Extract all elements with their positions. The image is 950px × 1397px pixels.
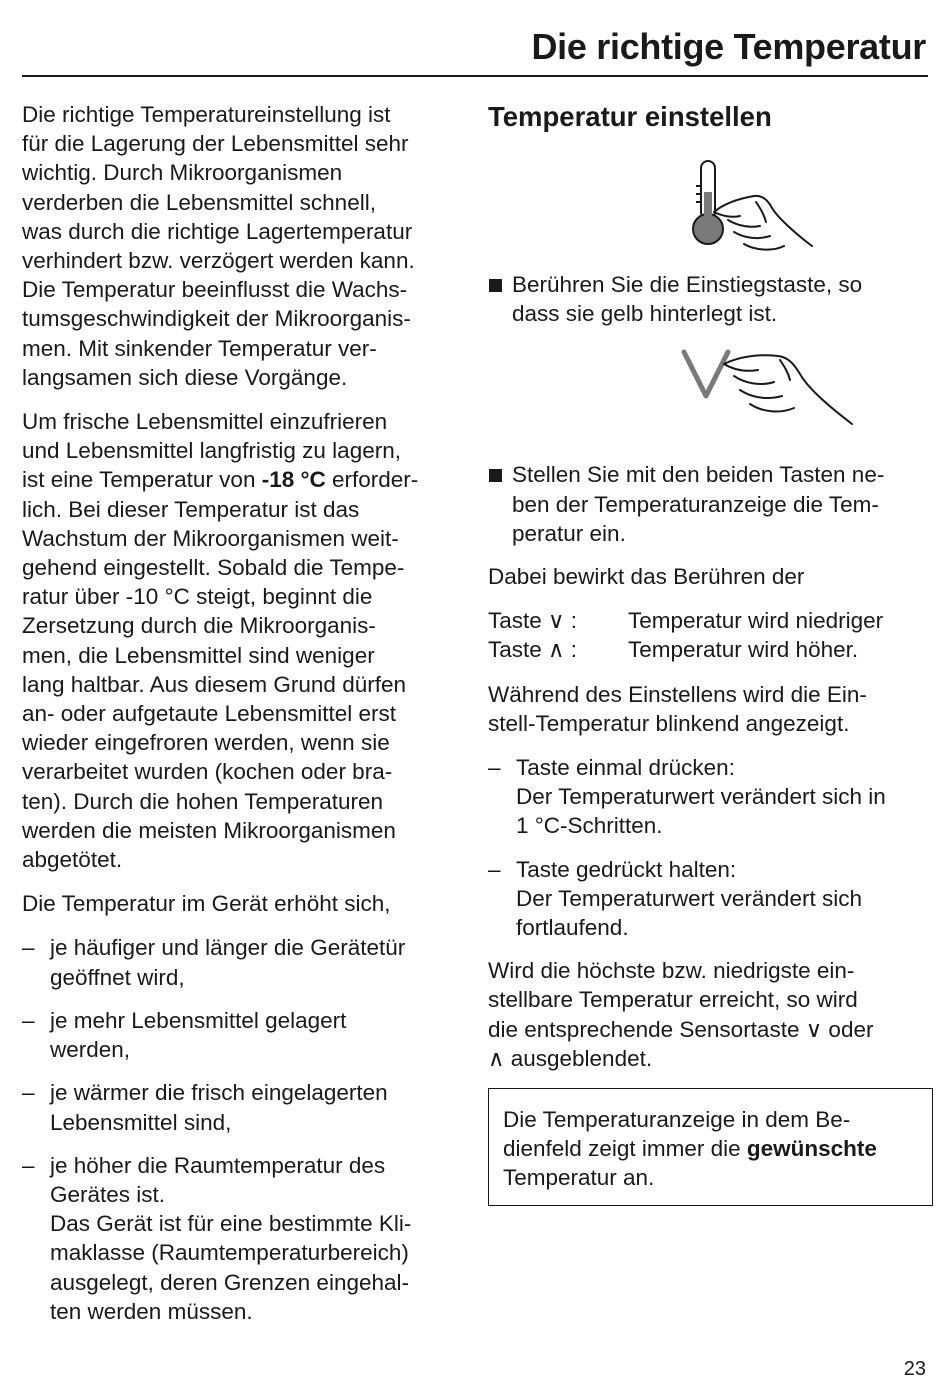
text-line: maklasse (Raumtemperaturbereich) [50,1240,409,1266]
list-item [22,1006,462,1064]
blinking-paragraph [488,680,933,738]
key-row [488,635,933,664]
intro-paragraph [22,100,462,392]
text-line: und Lebensmittel langfristig zu lagern, [22,438,401,464]
key-row [488,606,933,635]
right-column [488,100,933,1206]
text-line: Der Temperaturwert verändert sich in [516,784,886,810]
thermometer-touch-illustration [488,156,933,256]
note-box [488,1088,933,1206]
step-list-1 [488,270,933,328]
dash-marker: – [22,1007,35,1033]
text-line: men. Mit sinkender Temperatur ver- [22,335,377,361]
text-line: Taste einmal drücken: [516,755,735,781]
temperature-rise-list [22,933,462,1325]
text-line: lang haltbar. Aus diesem Grund dürfen [22,671,406,697]
text-line: ratur über -10 °C steigt, beginnt die [22,584,373,610]
text-line: ten). Durch die hohen Temperaturen [22,788,384,814]
list-item [488,270,933,328]
text-line: Die richtige Temperatureinstellung ist [22,102,391,127]
text-run: dienfeld zeigt immer die [503,1136,747,1162]
text-run: erforder- [325,467,419,493]
list-item [22,933,462,991]
text-line: men, die Lebensmittel sind weniger [22,642,375,668]
dash-marker: – [488,755,501,781]
header-divider [22,75,928,77]
list-item [488,460,933,548]
text-line: verhindert bzw. verzögert werden kann. [22,248,415,274]
text-line: an- oder aufgetaute Lebensmittel erst [22,701,396,727]
text-line: gehend eingestellt. Sobald die Tempe- [22,555,405,581]
limit-paragraph [488,956,933,1073]
text-line: die entsprechende Sensortaste ∨ oder [488,1016,874,1042]
text-line: wichtig. Durch Mikroorganismen [22,160,343,186]
text-line: Das Gerät ist für eine bestimmte Kli- [50,1211,412,1237]
text-line: je mehr Lebensmittel gelagert [50,1007,347,1033]
note-emphasis-bold: gewünschte [746,1136,877,1162]
key-description: Temperatur wird niedriger [628,608,884,634]
square-bullet-icon [489,469,502,482]
text-line: je wärmer die frisch eingelagerten [50,1080,388,1106]
text-line: Während des Einstellens wird die Ein- [488,681,867,707]
list-item [488,855,933,943]
text-line: ausgelegt, deren Grenzen eingehal- [50,1269,410,1295]
text-line: geöffnet wird, [50,964,185,990]
text-line: abgetötet. [22,847,123,873]
page-header-title: Die richtige Temperatur [531,26,926,67]
text-line: Die Temperatur beeinflusst die Wachs- [22,277,408,303]
dash-marker: – [22,1152,35,1178]
hand-icon [724,356,852,425]
text-line: je häufiger und länger die Gerätetür [50,935,406,961]
text-line [22,465,462,494]
text-line: fortlaufend. [516,915,629,941]
dash-marker: – [22,935,35,961]
text-line: Die Temperaturanzeige in dem Be- [503,1107,851,1133]
text-line: Gerätes ist. [50,1181,166,1207]
text-line: 1 °C-Schritten. [516,813,663,839]
text-line: Lebensmittel sind, [50,1109,232,1135]
dash-marker: – [22,1080,35,1106]
text-line: ∧ ausgeblendet. [488,1045,653,1071]
text-line: peratur ein. [512,520,626,546]
text-line [503,1134,918,1163]
text-line: Berühren Sie die Einstiegstaste, so [512,272,863,297]
key-label: Taste ∨ : [488,608,578,634]
freezing-paragraph [22,407,462,874]
list-item [22,1078,462,1136]
text-line: stell-Temperatur blinkend angezeigt. [488,710,850,736]
text-line: Wachstum der Mikroorganismen weit- [22,525,399,551]
text-line: was durch die richtige Lagertemperatur [22,218,413,244]
temperature-value-bold: -18 °C [261,467,326,493]
text-line: Der Temperaturwert verändert sich [516,885,862,911]
text-line: wieder eingefroren werden, wenn sie [22,730,390,756]
key-label: Taste ∧ : [488,637,578,663]
text-line: Um frische Lebensmittel einzufrieren [22,409,388,435]
text-line: ben der Temperaturanzeige die Tem- [512,491,879,517]
temperature-rise-intro: Die Temperatur im Gerät erhöht sich, [22,891,391,917]
text-line: ten werden müssen. [50,1298,253,1324]
text-line: stellbare Temperatur erreicht, so wird [488,987,858,1013]
text-line: Stellen Sie mit den beiden Tasten ne- [512,462,885,488]
down-arrow-touch-illustration [488,342,933,442]
key-press-list [488,753,933,942]
key-description: Temperatur wird höher. [628,637,859,663]
chevron-down-icon [684,352,728,396]
list-item [488,753,933,841]
text-line: langsamen sich diese Vorgänge. [22,364,348,390]
key-function-table [488,606,933,664]
text-line: für die Lagerung der Lebensmittel sehr [22,131,409,157]
text-run: ist eine Temperatur von [22,467,262,493]
section-subtitle: Temperatur einstellen [488,101,772,132]
square-bullet-icon [489,279,502,292]
text-line: Wird die höchste bzw. niedrigste ein- [488,958,855,984]
page-number: 23 [903,1358,926,1380]
dash-marker: – [488,856,501,882]
text-line: werden die meisten Mikroorganismen [22,817,396,843]
thermometer-icon [693,161,723,244]
touch-effect-intro: Dabei bewirkt das Berühren der [488,564,805,590]
text-line: tumsgeschwindigkeit der Mikroorganis- [22,306,411,332]
text-line: Temperatur an. [503,1165,655,1191]
hand-icon [714,196,812,250]
list-item [22,1151,462,1326]
text-line: verarbeitet wurden (kochen oder bra- [22,759,393,785]
text-line: werden, [50,1037,131,1063]
text-line: verderben die Lebensmittel schnell, [22,189,376,215]
text-line: Taste gedrückt halten: [516,856,737,882]
text-line: Zersetzung durch die Mikroorganis- [22,613,376,639]
step-list-2 [488,460,933,548]
text-line: dass sie gelb hinterlegt ist. [512,301,778,327]
left-column [22,100,462,1340]
text-line: lich. Bei dieser Temperatur ist das [22,496,360,522]
text-line: je höher die Raumtemperatur des [50,1152,386,1178]
